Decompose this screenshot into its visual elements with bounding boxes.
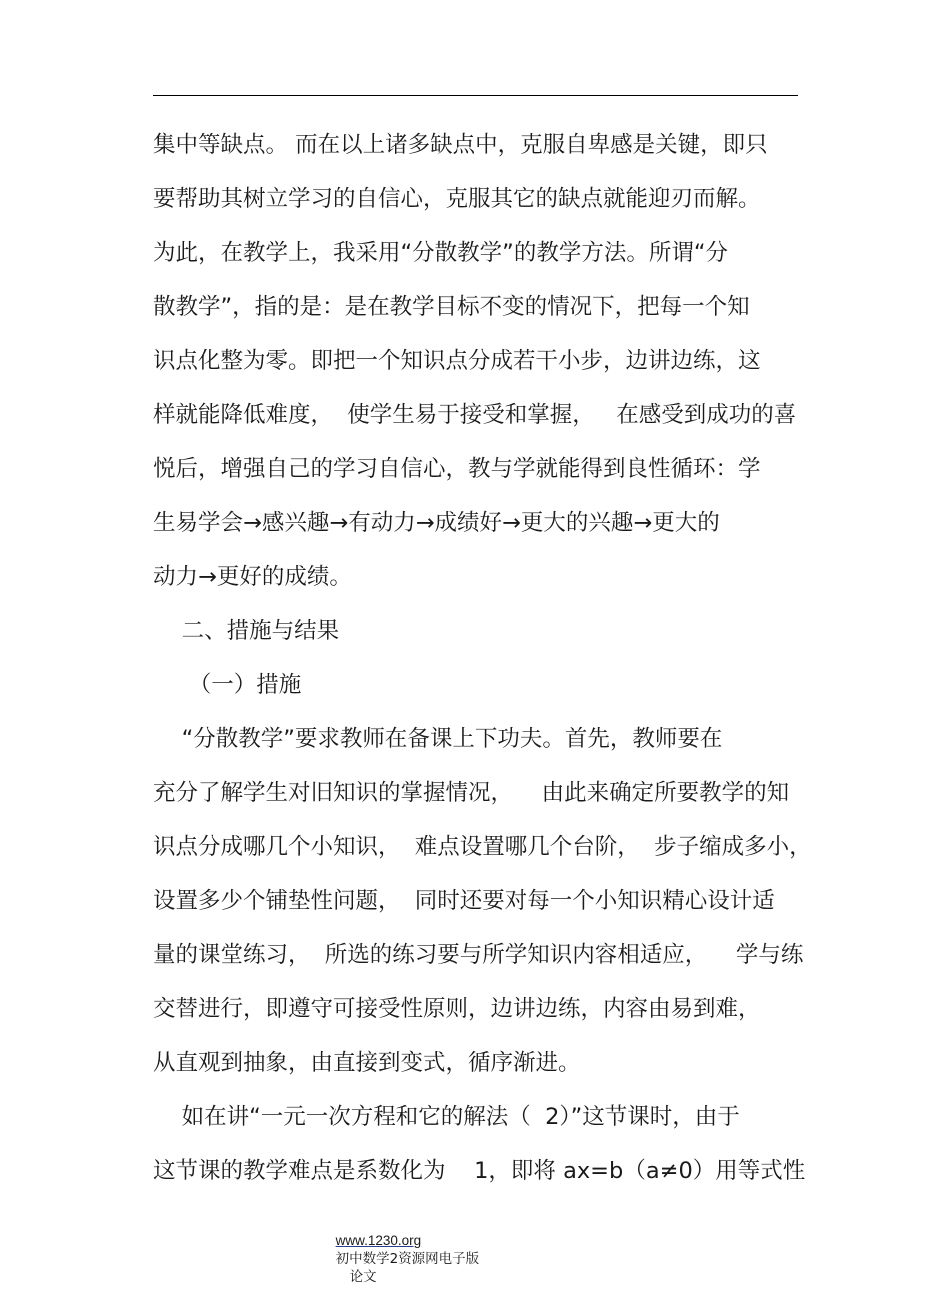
footer-text-before: 初中数学 bbox=[335, 1251, 390, 1267]
subsection-heading: （一）措施 bbox=[153, 672, 302, 698]
text-line: 生易学会→感兴趣→有动力→成绩好→更大的兴趣→更大的 bbox=[153, 510, 720, 536]
text-line: 悦后，增强自己的学习自信心，教与学就能得到良性循环：学 bbox=[153, 456, 761, 482]
text-line: 这节课的教学难点是系数化为 1，即将 ax=b（a≠0）用等式性 bbox=[153, 1158, 806, 1184]
text-line: 要帮助其树立学习的自信心，克服其它的缺点就能迎刃而解。 bbox=[153, 186, 761, 212]
text-line: 如在讲“一元一次方程和它的解法（ 2）”这节课时，由于 bbox=[153, 1104, 740, 1130]
text-line: 动力→更好的成绩。 bbox=[153, 564, 352, 590]
text-line: 交替进行，即遵守可接受性原则，边讲边练，内容由易到难， bbox=[153, 996, 761, 1022]
header-rule bbox=[153, 95, 798, 96]
text-line: 识点化整为零。即把一个知识点分成若干小步，边讲边练，这 bbox=[153, 348, 761, 374]
text-line: 样就能降低难度， 使学生易于接受和掌握， 在感受到成功的喜 bbox=[153, 402, 797, 428]
text-line: 充分了解学生对旧知识的掌握情况， 由此来确定所要教学的知 bbox=[153, 780, 790, 806]
text-line: 识点分成哪几个小知识， 难点设置哪几个台阶， 步子缩成多小， bbox=[153, 834, 812, 860]
page-footer bbox=[327, 1214, 479, 1286]
text-line: 集中等缺点。 而在以上诸多缺点中，克服自卑感是关键，即只 bbox=[153, 132, 768, 158]
page-number: 2 bbox=[389, 1251, 399, 1267]
text-line: 从直观到抽象，由直接到变式，循序渐进。 bbox=[153, 1050, 581, 1076]
text-line: 设置多少个铺垫性问题， 同时还要对每一个小知识精心设计适 bbox=[153, 888, 775, 914]
text-line: 散教学”，指的是：是在教学目标不变的情况下，把每一个知 bbox=[153, 294, 750, 320]
footer-text-after: 资源网电子版 bbox=[398, 1251, 480, 1267]
text-line: 为此，在教学上，我采用“分散教学”的教学方法。所谓“分 bbox=[153, 240, 728, 266]
footer-site-link[interactable]: www.1230.org bbox=[335, 1233, 422, 1248]
text-line: 量的课堂练习， 所选的练习要与所学知识内容相适应， 学与练 bbox=[153, 942, 804, 968]
footer-category: 论文 bbox=[349, 1269, 377, 1285]
text-line: “分散教学”要求教师在备课上下功夫。首先，教师要在 bbox=[153, 726, 723, 752]
section-heading: 二、措施与结果 bbox=[153, 618, 340, 644]
